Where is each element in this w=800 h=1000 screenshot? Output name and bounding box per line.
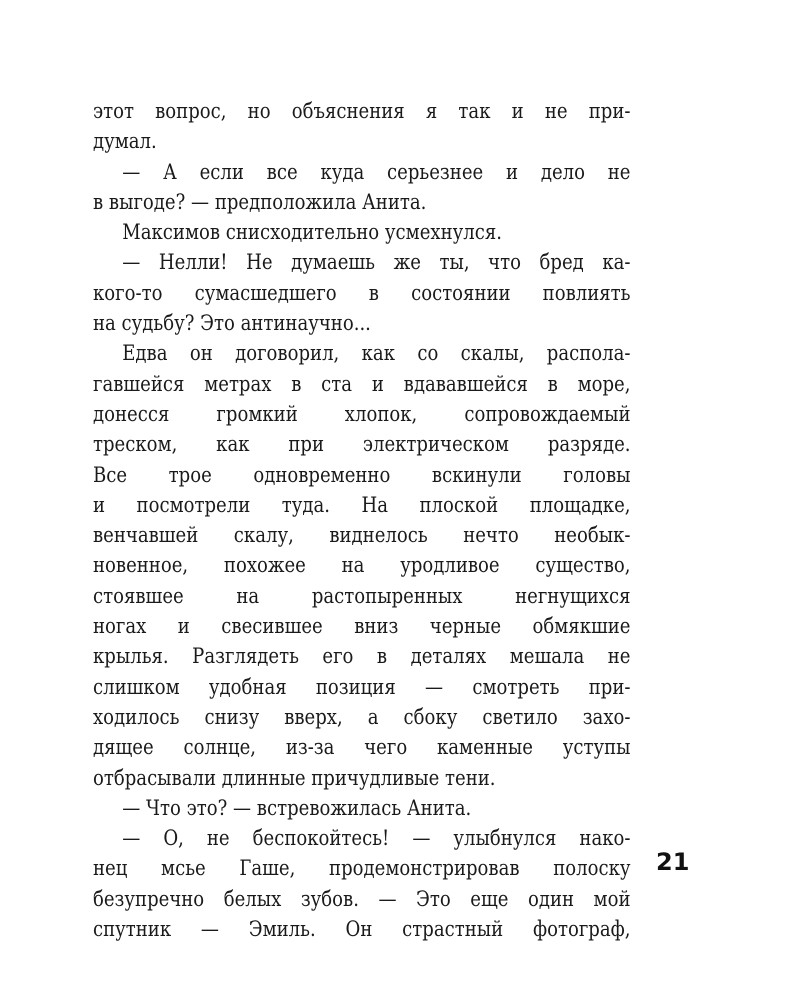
text-line: венчавшей скалу, виднелось нечто необык-	[93, 523, 631, 548]
text-line: дящее солнце, из-за чего каменные уступы	[93, 735, 631, 760]
text-line: в выгоде? — предположила Анита.	[93, 189, 427, 214]
text-line: слишком удобная позиция — смотреть при-	[93, 674, 631, 699]
page-number: 21	[656, 848, 690, 876]
text-line: новенное, похожее на уродливое существо,	[93, 553, 631, 578]
text-line: стоявшее на растопыренных негнущихся	[93, 583, 631, 608]
text-line: кого-то сумасшедшего в состоянии повлиять	[93, 280, 631, 305]
text-line: ногах и свесившее вниз черные обмякшие	[93, 614, 631, 639]
text-line: Все трое одновременно вскинули головы	[93, 462, 631, 487]
text-line: донесся громкий хлопок, сопровождаемый	[93, 401, 631, 426]
text-line: думал.	[93, 129, 157, 154]
text-line: спутник — Эмиль. Он страстный фотограф,	[93, 917, 631, 942]
text-line: Максимов снисходительно усмехнулся.	[122, 220, 502, 245]
text-line: на судьбу? Это антинаучно...	[93, 311, 371, 336]
text-line: и посмотрели туда. На плоской площадке,	[93, 492, 631, 517]
text-line: — Что это? — встревожилась Анита.	[122, 795, 472, 820]
text-line: этот вопрос, но объяснения я так и не при-	[93, 99, 631, 123]
text-line: ходилось снизу вверх, а сбоку светило захо-	[93, 704, 631, 729]
text-line: Едва он договорил, как со скалы, распола-	[122, 341, 631, 366]
text-line: отбрасывали длинные причудливые тени.	[93, 765, 496, 790]
text-line: нец мсье Гаше, продемонстрировав полоску	[93, 856, 631, 881]
text-line: — О, не беспокойтесь! — улыбнулся нако-	[122, 826, 631, 851]
text-line: — Нелли! Не думаешь же ты, что бред ка-	[122, 250, 631, 275]
text-line: треском, как при электрическом разряде.	[93, 432, 631, 457]
text-line: безупречно белых зубов. — Это еще один мой	[93, 886, 631, 911]
text-line: гавшейся метрах в ста и вдававшейся в море,	[93, 371, 631, 396]
body-text	[93, 96, 631, 944]
text-line: крылья. Разглядеть его в деталях мешала не	[93, 644, 631, 669]
text-line: — А если все куда серьезнее и дело не	[122, 159, 631, 184]
